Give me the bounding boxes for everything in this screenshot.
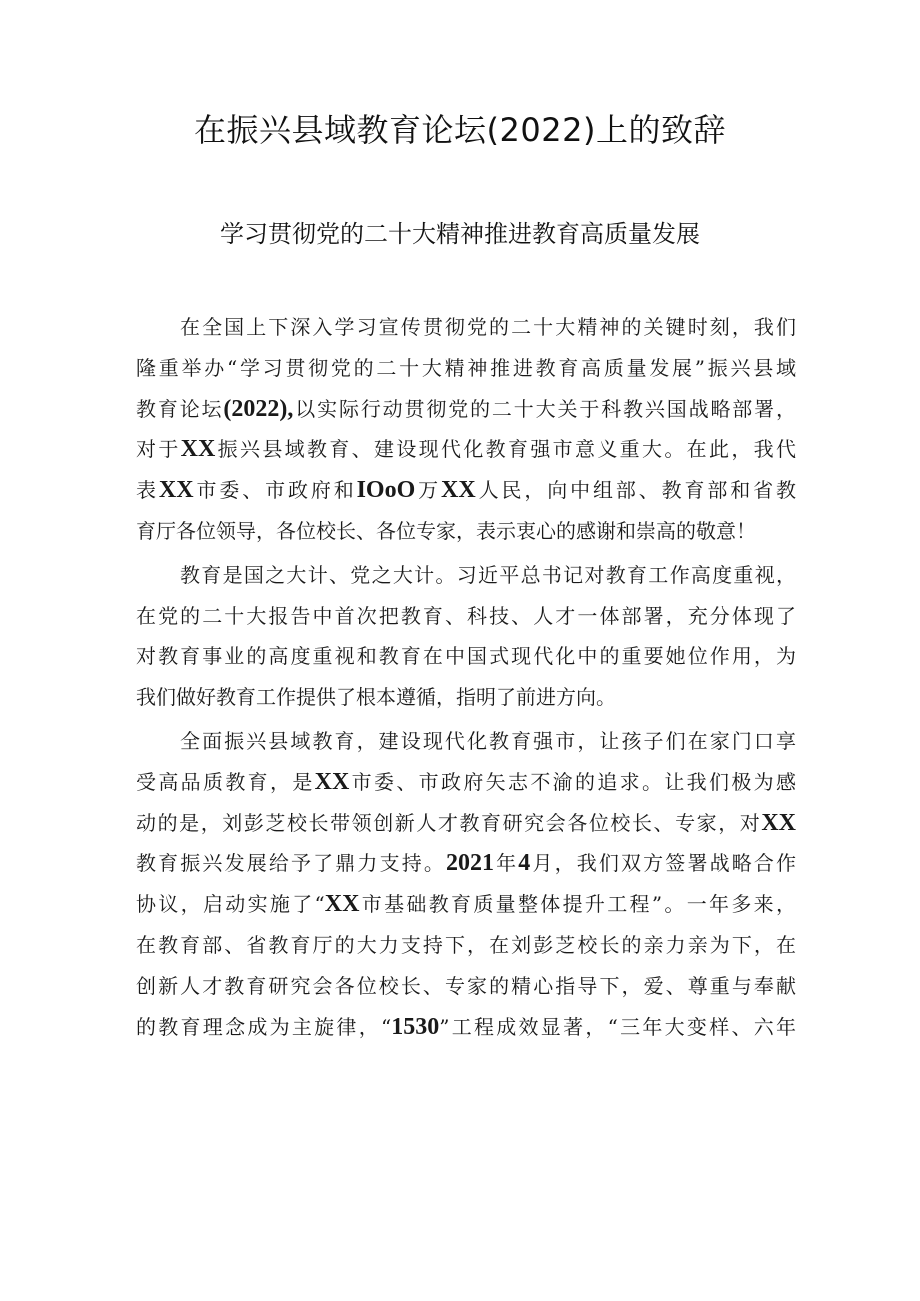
text-line: 教育是国之大计、党之大计。习近平总书记对教育工作高度重视， <box>180 562 796 587</box>
text-line: 教育振兴发展给予了鼎力支持。2021年4月，我们双方签署战略合作 <box>136 850 797 877</box>
document-title: 在振兴县域教育论坛(2022)上的致辞 <box>194 111 726 149</box>
text-line: 表XX市委、市政府和IOoO万XX人民，向中组部、教育部和省教 <box>136 477 797 504</box>
text-line: 动的是，刘彭芝校长带领创新人才教育研究会各位校长、专家，对XX <box>136 809 796 836</box>
text-line: 对教育事业的高度重视和教育在中国式现代化中的重要她位作用，为 <box>136 644 796 669</box>
text-line: 教育论坛(2022),以实际行动贯彻党的二十大关于科教兴国战略部署， <box>136 395 797 422</box>
text-line: 的教育理念成为主旋律，“1530”工程成效显著，“三年大变样、六年 <box>136 1013 797 1040</box>
document-body <box>136 307 796 1047</box>
paragraph <box>136 555 796 718</box>
text-line: 隆重举办“学习贯彻党的二十大精神推进教育高质量发展”振兴县域 <box>136 355 796 380</box>
text-line: 对于XX振兴县域教育、建设现代化教育强市意义重大。在此，我代 <box>136 436 797 463</box>
text-line: 在教育部、省教育厅的大力支持下，在刘彭芝校长的亲力亲为下，在 <box>136 932 796 957</box>
text-line: 全面振兴县域教育，建设现代化教育强市，让孩子们在家门口享 <box>180 728 796 753</box>
document-subtitle: 学习贯彻党的二十大精神推进教育高质量发展 <box>220 220 700 248</box>
paragraph <box>136 721 796 1047</box>
text-line: 受高品质教育，是XX市委、市政府矢志不渝的追求。让我们极为感 <box>136 768 797 795</box>
text-line: 育厅各位领导，各位校长、各位专家，表示衷心的感谢和崇高的敬意！ <box>136 518 756 543</box>
text-line: 在党的二十大报告中首次把教育、科技、人才一体部署，充分体现了 <box>136 603 796 628</box>
text-line: 协议，启动实施了“XX市基础教育质量整体提升工程”。一年多来， <box>136 891 796 918</box>
paragraph <box>136 307 796 552</box>
text-line: 我们做好教育工作提供了根本遵循，指明了前进方向。 <box>136 685 616 710</box>
text-line: 创新人才教育研究会各位校长、专家的精心指导下，爱、尊重与奉献 <box>136 973 796 998</box>
text-line: 在全国上下深入学习宣传贯彻党的二十大精神的关键时刻，我们 <box>180 315 796 339</box>
